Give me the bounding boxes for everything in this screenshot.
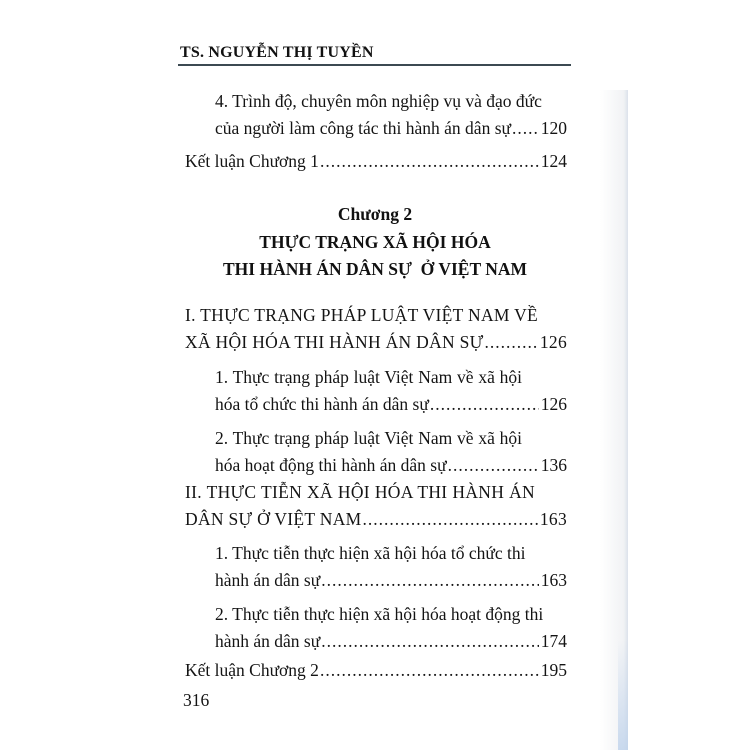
toc-entry-text: Kết luận Chương 1 bbox=[185, 151, 319, 171]
subsection-line: 1. Thực trạng pháp luật Việt Nam về xã hội bbox=[215, 367, 522, 387]
leader-dots bbox=[485, 331, 538, 353]
leader-dots bbox=[448, 454, 539, 476]
toc-subsection[interactable] bbox=[215, 630, 567, 652]
running-head: TS. NGUYỄN THỊ TUYỀN bbox=[180, 44, 374, 61]
toc-entry-text: Kết luận Chương 2 bbox=[185, 660, 319, 680]
subsection-line: 1. Thực tiễn thực hiện xã hội hóa tổ chức thi bbox=[215, 543, 526, 563]
subsection-line: 2. Thực trạng pháp luật Việt Nam về xã hội bbox=[215, 428, 522, 448]
page-number: 195 bbox=[540, 660, 567, 680]
section-heading-line: II. THỰC TIỄN XÃ HỘI HÓA THI HÀNH ÁN bbox=[185, 482, 535, 502]
leader-dots bbox=[512, 117, 539, 139]
toc-entry-text: hành án dân sự bbox=[215, 631, 321, 651]
chapter-label: Chương 2 bbox=[337, 204, 413, 224]
toc-entry-text: của người làm công tác thi hành án dân sự bbox=[215, 118, 511, 138]
leader-dots bbox=[321, 569, 539, 591]
leader-dots bbox=[430, 393, 539, 415]
toc-entry-conclusion-1[interactable] bbox=[185, 150, 567, 172]
toc-entry-line: 4. Trình độ, chuyên môn nghiệp vụ và đạo đức bbox=[215, 91, 542, 111]
page-number: 163 bbox=[539, 509, 567, 529]
page-number: 126 bbox=[540, 394, 567, 414]
chapter-title-line-1: THỰC TRẠNG XÃ HỘI HÓA bbox=[259, 232, 491, 252]
header-rule bbox=[178, 64, 571, 66]
page-number: 174 bbox=[540, 631, 567, 651]
toc-entry-conclusion-2[interactable] bbox=[185, 659, 567, 681]
page-number: 124 bbox=[540, 151, 567, 171]
subsection-line: 2. Thực tiễn thực hiện xã hội hóa hoạt động thi bbox=[215, 604, 544, 624]
toc-subsection[interactable] bbox=[215, 393, 567, 415]
leader-dots bbox=[321, 630, 539, 652]
leader-dots bbox=[363, 508, 538, 530]
toc-subsection[interactable] bbox=[215, 569, 567, 591]
toc-section-1[interactable] bbox=[185, 331, 567, 353]
chapter-title-line-2: THI HÀNH ÁN DÂN SỰ Ở VIỆT NAM bbox=[222, 259, 527, 279]
page-edge-tint bbox=[618, 640, 628, 750]
toc-entry-text: hành án dân sự bbox=[215, 570, 321, 590]
toc-entry-text: XÃ HỘI HÓA THI HÀNH ÁN DÂN SỰ bbox=[185, 332, 484, 352]
page-number: 120 bbox=[540, 118, 567, 138]
leader-dots bbox=[320, 659, 539, 681]
toc-entry-text: DÂN SỰ Ở VIỆT NAM bbox=[185, 509, 362, 529]
page-number: 136 bbox=[540, 455, 567, 475]
page-number: 126 bbox=[539, 332, 567, 352]
folio-page-number: 316 bbox=[183, 690, 210, 710]
leader-dots bbox=[320, 150, 539, 172]
toc-entry-text: hóa tổ chức thi hành án dân sự bbox=[215, 394, 429, 414]
section-heading-line: I. THỰC TRẠNG PHÁP LUẬT VIỆT NAM VỀ bbox=[185, 305, 539, 325]
toc-section-2[interactable] bbox=[185, 508, 567, 530]
page-number: 163 bbox=[540, 570, 567, 590]
toc-entry[interactable] bbox=[215, 117, 567, 139]
toc-subsection[interactable] bbox=[215, 454, 567, 476]
toc-entry-text: hóa hoạt động thi hành án dân sự bbox=[215, 455, 447, 475]
